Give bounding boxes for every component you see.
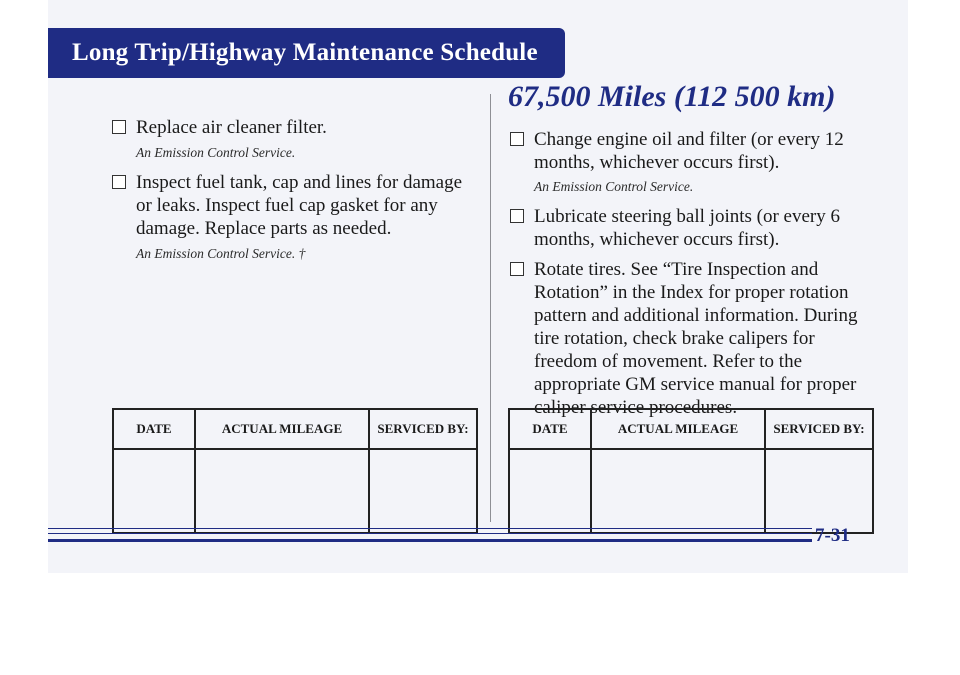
checkbox-icon: [112, 175, 126, 189]
mileage-cell[interactable]: [195, 449, 369, 533]
date-cell[interactable]: [113, 449, 195, 533]
serviced-by-cell[interactable]: [369, 449, 477, 533]
mileage-heading: 67,500 Miles (112 500 km): [508, 80, 836, 113]
emission-note: An Emission Control Service. †: [136, 246, 306, 261]
mileage-cell[interactable]: [591, 449, 765, 533]
service-log-table: [508, 408, 874, 534]
checklist-item-text: Rotate tires. See “Tire Inspection and Rotation” in the Index for proper rotation pattern and additional information. During tire rotation, check brake calipers for freedom of movement. Refer to the appropriate GM service manual for proper caliper service procedures.: [534, 259, 858, 418]
page-title: Long Trip/Highway Maintenance Schedule: [72, 39, 538, 66]
checklist-item-text: Replace air cleaner filter.: [136, 117, 327, 138]
emission-note: An Emission Control Service.: [136, 145, 296, 160]
checkbox-icon: [510, 262, 524, 276]
checkbox-icon: [510, 209, 524, 223]
checklist-item-text: Change engine oil and filter (or every 12 months, whichever occurs first).: [534, 129, 844, 173]
footer-rule: [48, 528, 812, 529]
serviced-by-cell[interactable]: [765, 449, 873, 533]
date-cell[interactable]: [509, 449, 591, 533]
column-header-mileage: ACTUAL MILEAGE: [195, 409, 369, 449]
checklist-item: [508, 205, 878, 251]
emission-note: An Emission Control Service.: [534, 179, 694, 194]
checklist-item: [110, 116, 480, 139]
column-header-date: DATE: [113, 409, 195, 449]
service-log-table: [112, 408, 478, 534]
page-number: 7-31: [815, 525, 850, 546]
section-header-banner: [48, 28, 565, 78]
table-row: [113, 449, 477, 533]
column-header-serviced-by: SERVICED BY:: [765, 409, 873, 449]
checklist-item-text: Inspect fuel tank, cap and lines for damage or leaks. Inspect fuel cap gasket for any damage. Replace parts as needed.: [136, 172, 463, 239]
column-header-mileage: ACTUAL MILEAGE: [591, 409, 765, 449]
footer-rule: [48, 539, 812, 542]
checklist-item-text: Lubricate steering ball joints (or every 6 months, whichever occurs first).: [534, 206, 841, 250]
checklist-item: [508, 128, 878, 174]
left-column: [110, 116, 480, 272]
checkbox-icon: [510, 132, 524, 146]
checklist-item: [508, 258, 878, 419]
column-header-serviced-by: SERVICED BY:: [369, 409, 477, 449]
table-header-row: [509, 409, 873, 449]
column-header-date: DATE: [509, 409, 591, 449]
table-row: [509, 449, 873, 533]
right-column: [508, 80, 878, 426]
table-header-row: [113, 409, 477, 449]
footer-rule: [48, 533, 812, 534]
checkbox-icon: [112, 120, 126, 134]
checklist-item: [110, 171, 480, 240]
column-divider: [490, 94, 491, 522]
